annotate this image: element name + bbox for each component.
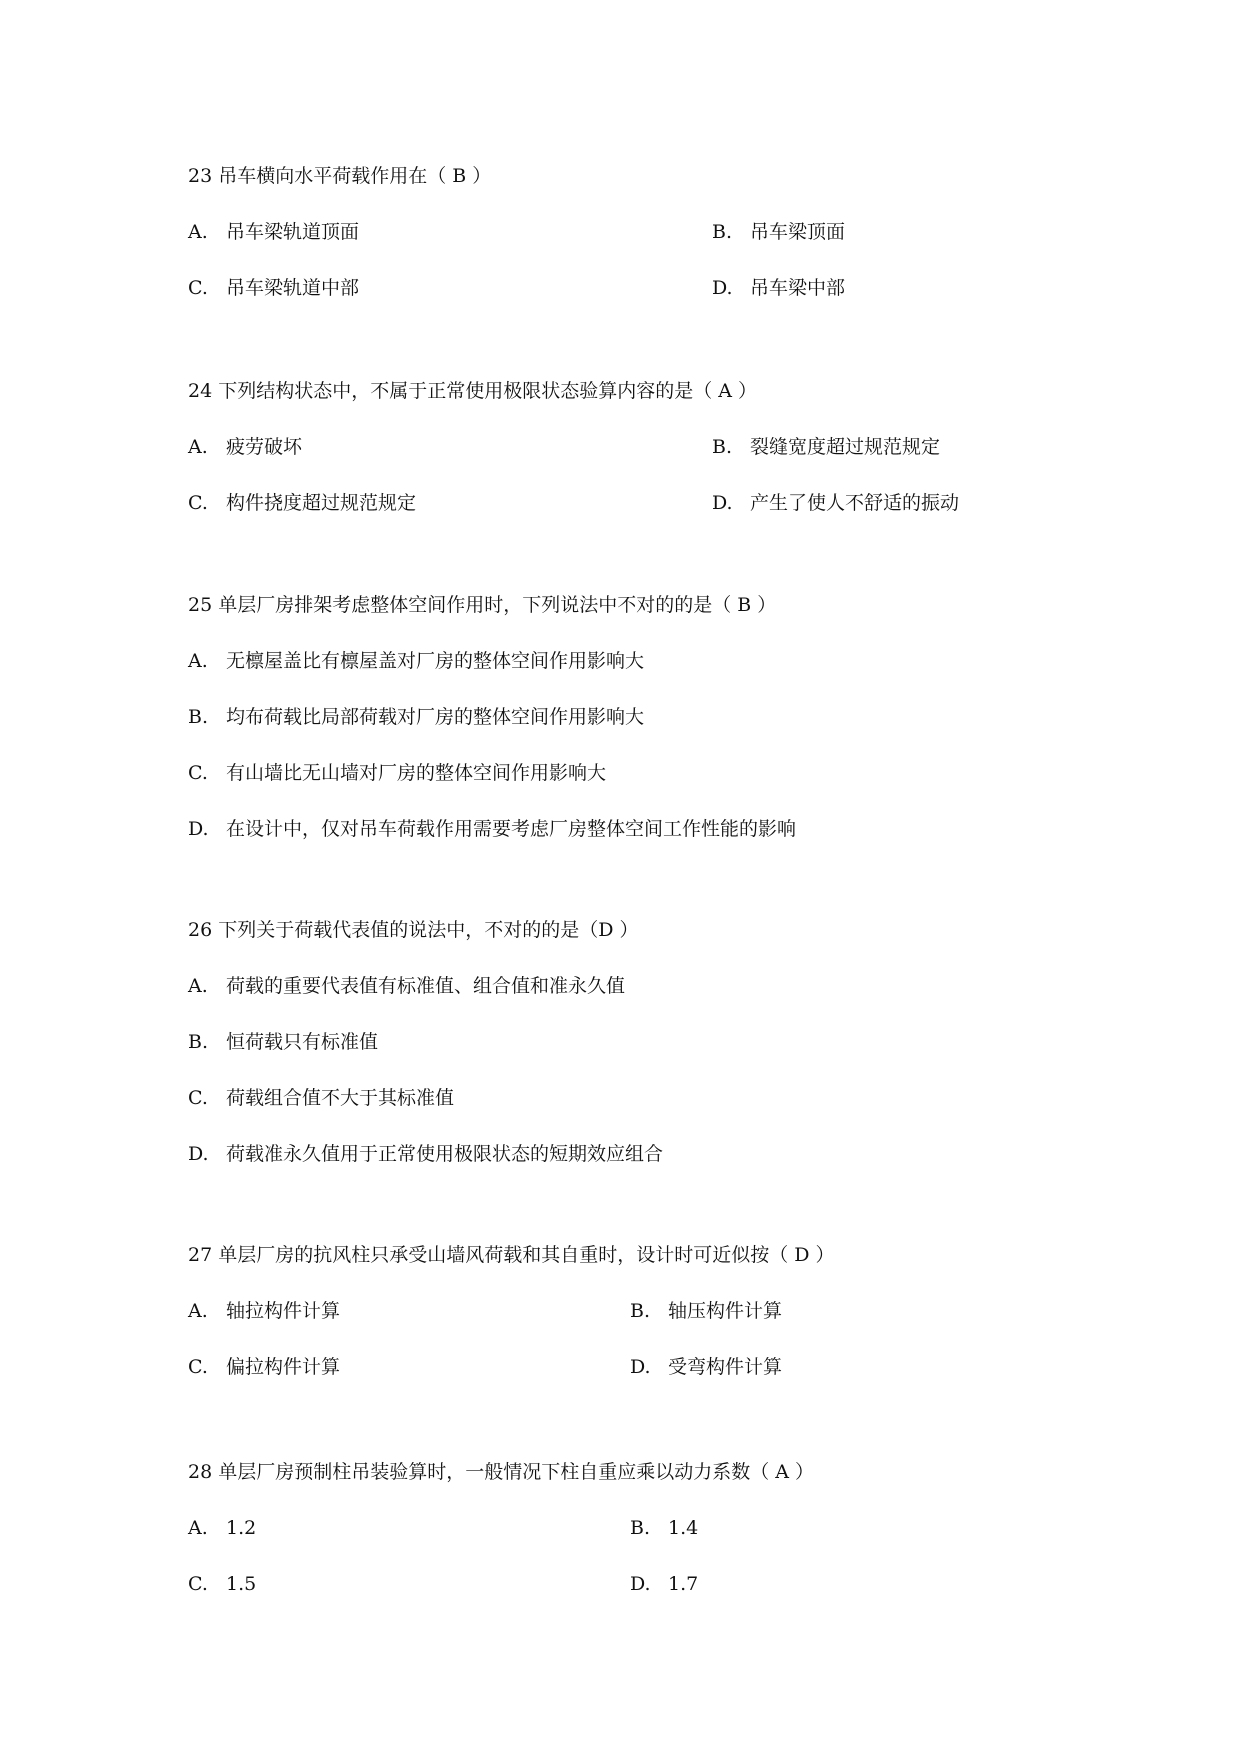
option-b — [630, 1295, 782, 1327]
option-letter: D. — [188, 1143, 209, 1165]
option-c — [188, 1568, 256, 1600]
option-letter: C. — [188, 277, 208, 299]
question-27 — [188, 1239, 1148, 1407]
option-letter: B. — [188, 1031, 209, 1053]
question-23 — [188, 160, 1148, 328]
option-b — [188, 1026, 378, 1058]
option-letter: C. — [188, 1087, 208, 1109]
option-letter: D. — [630, 1356, 651, 1378]
question-stem: 25 单层厂房排架考虑整体空间作用时，下列说法中不对的的是（ B ） — [188, 594, 777, 616]
question-stem: 28 单层厂房预制柱吊装验算时，一般情况下柱自重应乘以动力系数（ A ） — [188, 1461, 815, 1483]
option-row — [188, 1082, 1148, 1138]
option-text: 1.5 — [226, 1573, 257, 1595]
option-letter: D. — [188, 818, 209, 840]
option-text: 1.7 — [668, 1573, 699, 1595]
option-d — [630, 1351, 782, 1383]
option-letter: B. — [630, 1300, 651, 1322]
option-letter: A. — [188, 650, 208, 672]
option-b — [188, 701, 644, 733]
option-text: 1.4 — [668, 1517, 699, 1539]
option-text: 裂缝宽度超过规范规定 — [750, 436, 941, 458]
option-a — [188, 970, 625, 1002]
option-letter: D. — [712, 492, 733, 514]
option-a — [188, 431, 302, 463]
option-text: 无檩屋盖比有檩屋盖对厂房的整体空间作用影响大 — [226, 650, 645, 672]
option-d — [712, 272, 845, 304]
option-text: 疲劳破坏 — [226, 436, 303, 458]
option-c — [188, 487, 416, 519]
option-text: 产生了使人不舒适的振动 — [750, 492, 960, 514]
option-letter: B. — [712, 221, 733, 243]
option-row — [188, 1351, 1148, 1407]
option-letter: C. — [188, 762, 208, 784]
option-row — [188, 1512, 1148, 1568]
option-c — [188, 757, 606, 789]
option-a — [188, 645, 644, 677]
option-text: 吊车梁轨道顶面 — [226, 221, 360, 243]
option-letter: A. — [188, 221, 208, 243]
option-letter: C. — [188, 1356, 208, 1378]
option-b — [712, 216, 845, 248]
option-text: 荷载的重要代表值有标准值、组合值和准永久值 — [226, 975, 626, 997]
option-text: 荷载组合值不大于其标准值 — [226, 1087, 455, 1109]
option-text: 受弯构件计算 — [668, 1356, 783, 1378]
option-letter: A. — [188, 975, 208, 997]
option-letter: A. — [188, 1300, 208, 1322]
option-c — [188, 272, 359, 304]
option-row — [188, 1026, 1148, 1082]
option-text: 轴拉构件计算 — [226, 1300, 341, 1322]
option-letter: C. — [188, 1573, 208, 1595]
option-text: 荷载准永久值用于正常使用极限状态的短期效应组合 — [226, 1143, 664, 1165]
option-c — [188, 1082, 454, 1114]
option-text: 吊车梁轨道中部 — [226, 277, 360, 299]
option-text: 轴压构件计算 — [668, 1300, 783, 1322]
question-stem: 23 吊车横向水平荷载作用在（ B ） — [188, 165, 492, 187]
option-a — [188, 1512, 256, 1544]
question-25 — [188, 589, 1148, 869]
option-c — [188, 1351, 340, 1383]
option-letter: B. — [630, 1517, 651, 1539]
option-a — [188, 216, 359, 248]
option-text: 在设计中，仅对吊车荷载作用需要考虑厂房整体空间工作性能的影响 — [226, 818, 797, 840]
option-row — [188, 645, 1148, 701]
question-stem: 24 下列结构状态中，不属于正常使用极限状态验算内容的是（ A ） — [188, 380, 758, 402]
option-text: 有山墙比无山墙对厂房的整体空间作用影响大 — [226, 762, 607, 784]
option-row — [188, 1138, 1148, 1194]
option-d — [188, 813, 796, 845]
option-letter: A. — [188, 436, 208, 458]
option-row — [188, 272, 1148, 328]
option-row — [188, 757, 1148, 813]
option-letter: B. — [712, 436, 733, 458]
option-row — [188, 1295, 1148, 1351]
question-24 — [188, 375, 1148, 543]
option-letter: D. — [630, 1573, 651, 1595]
option-text: 1.2 — [226, 1517, 257, 1539]
option-row — [188, 216, 1148, 272]
question-stem: 26 下列关于荷载代表值的说法中，不对的的是（D ） — [188, 919, 639, 941]
option-a — [188, 1295, 340, 1327]
option-b — [712, 431, 940, 463]
question-stem: 27 单层厂房的抗风柱只承受山墙风荷载和其自重时，设计时可近似按（ D ） — [188, 1244, 835, 1266]
option-d — [630, 1568, 698, 1600]
option-d — [712, 487, 959, 519]
option-letter: C. — [188, 492, 208, 514]
question-28 — [188, 1456, 1148, 1624]
option-text: 吊车梁中部 — [750, 277, 846, 299]
option-row — [188, 970, 1148, 1026]
question-26 — [188, 914, 1148, 1194]
option-b — [630, 1512, 698, 1544]
option-row — [188, 813, 1148, 869]
option-d — [188, 1138, 663, 1170]
option-text: 恒荷载只有标准值 — [226, 1031, 379, 1053]
option-text: 吊车梁顶面 — [750, 221, 846, 243]
option-text: 偏拉构件计算 — [226, 1356, 341, 1378]
option-row — [188, 1568, 1148, 1624]
option-letter: B. — [188, 706, 209, 728]
option-row — [188, 431, 1148, 487]
option-row — [188, 701, 1148, 757]
option-letter: D. — [712, 277, 733, 299]
option-text: 构件挠度超过规范规定 — [226, 492, 417, 514]
option-letter: A. — [188, 1517, 208, 1539]
option-text: 均布荷载比局部荷载对厂房的整体空间作用影响大 — [226, 706, 645, 728]
option-row — [188, 487, 1148, 543]
